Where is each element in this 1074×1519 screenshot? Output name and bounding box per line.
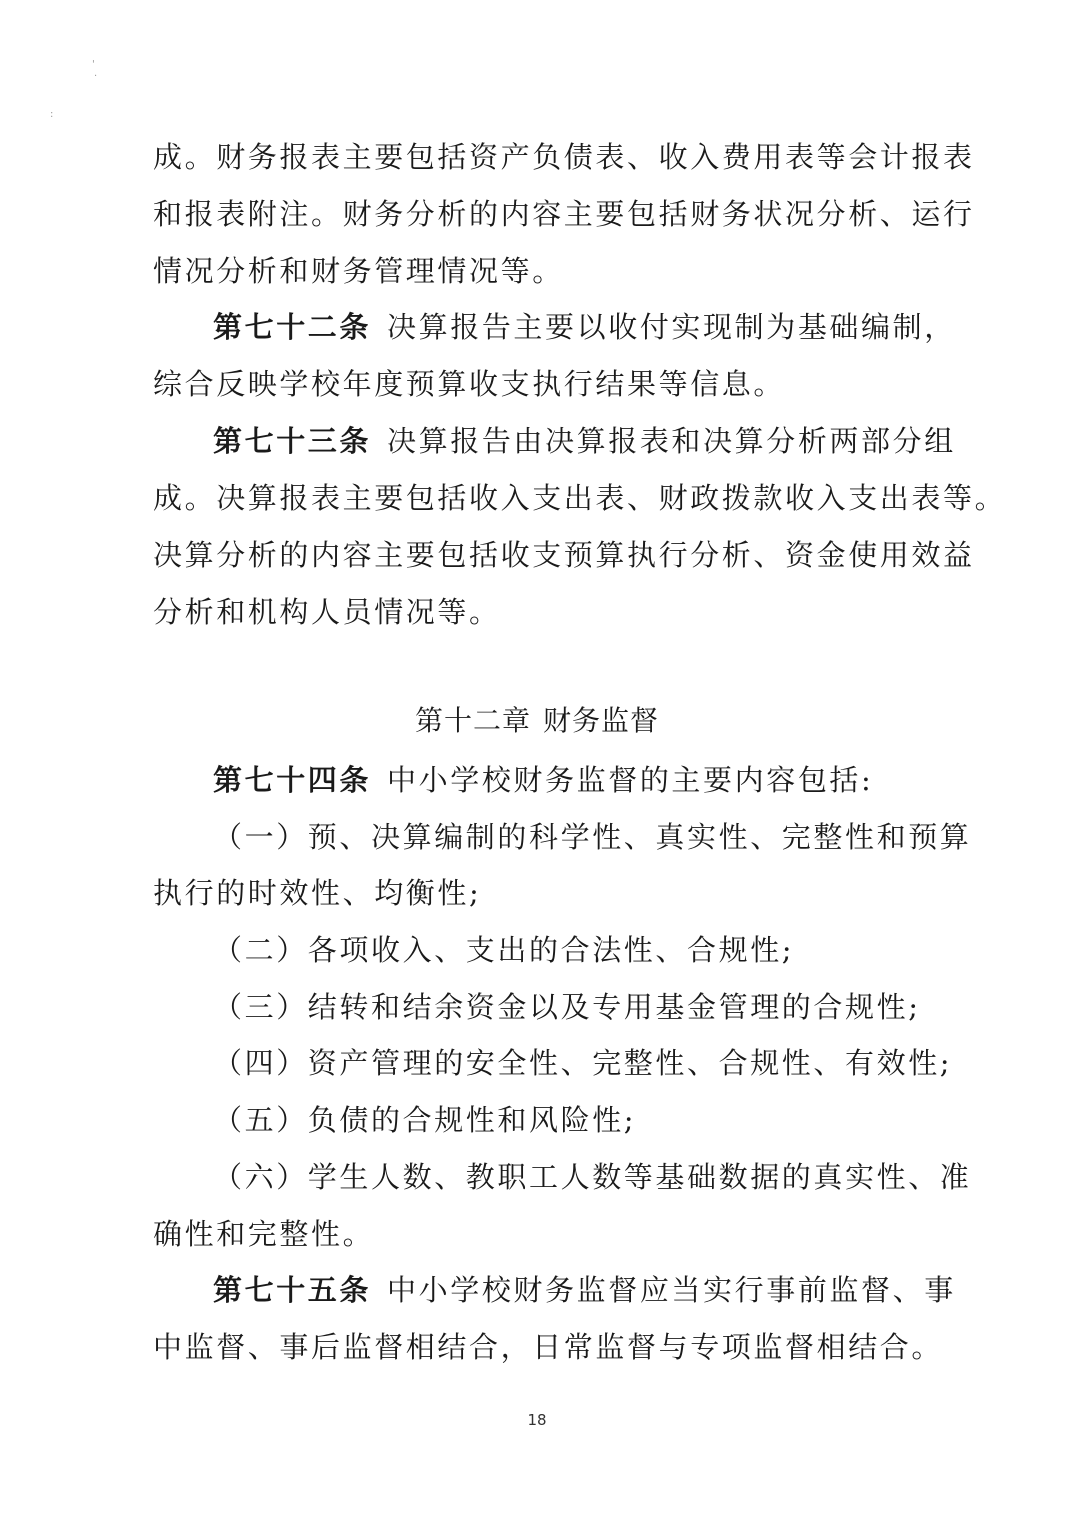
article-number: 第七十五条 bbox=[213, 1273, 372, 1307]
article-73-line bbox=[213, 424, 973, 458]
article-text: 决算报告由决算报表和决算分析两部分组 bbox=[387, 424, 956, 458]
list-item: （三）结转和结余资金以及专用基金管理的合规性; bbox=[213, 990, 921, 1024]
paragraph-line: 成。财务报表主要包括资产负债表、收入费用表等会计报表 bbox=[153, 140, 975, 174]
article-text: 中小学校财务监督应当实行事前监督、事 bbox=[387, 1273, 956, 1307]
paragraph-line: 成。决算报表主要包括收入支出表、财政拨款收入支出表等。 bbox=[153, 481, 1007, 515]
list-item: （五）负债的合规性和风险性; bbox=[213, 1103, 637, 1137]
list-item-continuation: 执行的时效性、均衡性; bbox=[153, 876, 482, 910]
article-number: 第七十二条 bbox=[213, 310, 372, 344]
margin-mark: ' bbox=[92, 59, 95, 70]
article-text: 决算报告主要以收付实现制为基础编制， bbox=[387, 310, 956, 344]
list-item-continuation: 确性和完整性。 bbox=[153, 1217, 375, 1251]
paragraph-line: 和报表附注。财务分析的内容主要包括财务状况分析、运行 bbox=[153, 197, 975, 231]
list-item: （一）预、决算编制的科学性、真实性、完整性和预算 bbox=[213, 820, 972, 854]
page-number: 18 bbox=[527, 1411, 547, 1429]
chapter-heading bbox=[0, 704, 1074, 738]
margin-mark: · bbox=[94, 71, 98, 82]
article-number: 第七十三条 bbox=[213, 424, 372, 458]
list-item: （四）资产管理的安全性、完整性、合规性、有效性; bbox=[213, 1046, 953, 1080]
margin-mark: : bbox=[50, 109, 54, 120]
list-item: （六）学生人数、教职工人数等基础数据的真实性、准 bbox=[213, 1160, 972, 1194]
article-number: 第七十四条 bbox=[213, 763, 372, 797]
paragraph-line: 综合反映学校年度预算收支执行结果等信息。 bbox=[153, 367, 786, 401]
article-72-line bbox=[213, 310, 973, 344]
paragraph-line: 分析和机构人员情况等。 bbox=[153, 595, 501, 629]
chapter-number: 第十二章 bbox=[414, 704, 531, 737]
paragraph-line: 决算分析的内容主要包括收支预算执行分析、资金使用效益 bbox=[153, 538, 975, 572]
list-item: （二）各项收入、支出的合法性、合规性; bbox=[213, 933, 795, 967]
paragraph-line: 情况分析和财务管理情况等。 bbox=[153, 254, 564, 288]
chapter-title: 财务监督 bbox=[543, 704, 660, 737]
article-74-line bbox=[213, 763, 973, 797]
paragraph-line: 中监督、事后监督相结合，日常监督与专项监督相结合。 bbox=[153, 1330, 944, 1364]
article-text: 中小学校财务监督的主要内容包括: bbox=[387, 763, 874, 797]
article-75-line bbox=[213, 1273, 973, 1307]
